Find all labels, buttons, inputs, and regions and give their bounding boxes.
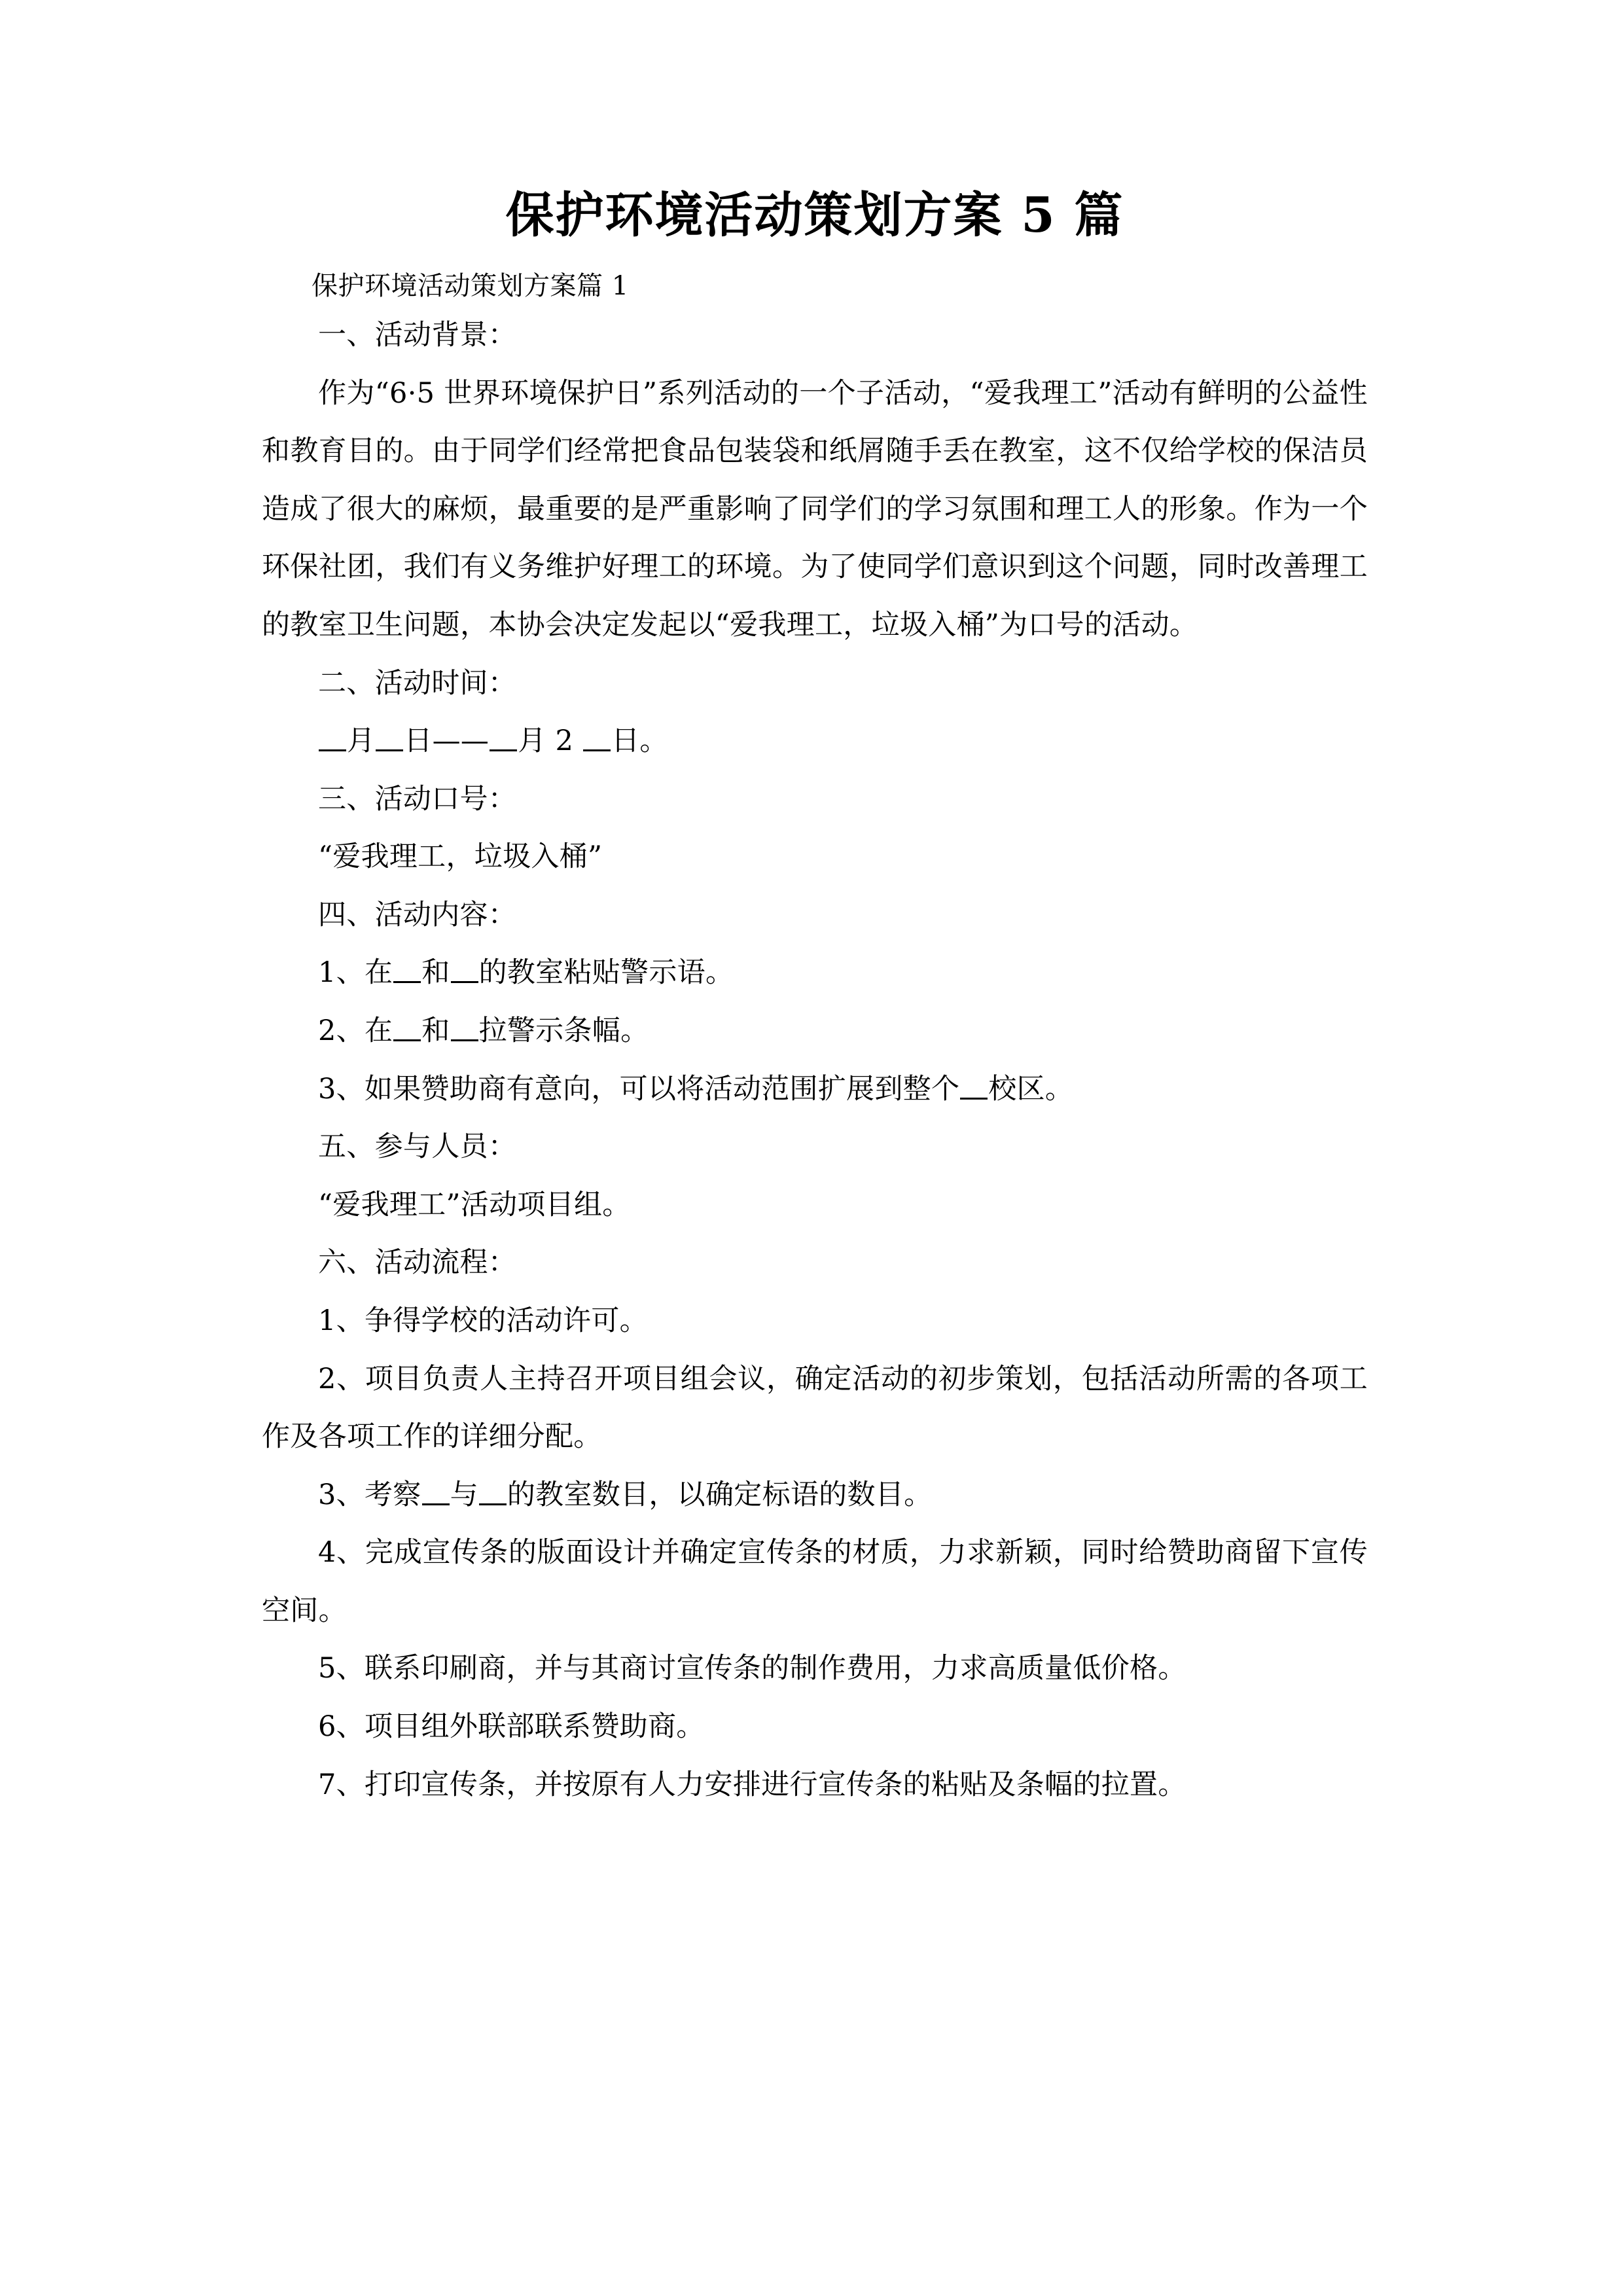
blank-location-2b [451,1039,478,1041]
paragraph-background: 作为“6·5 世界环境保护日”系列活动的一个子活动，“爱我理工”活动有鲜明的公益性和教育目的。由于同学们经常把食品包装袋和纸屑随手丢在教室，这不仅给学校的保洁员造成了很大的麻烦，最重要的是严重影响了同学们的学习氛围和理工人的形象。作为一个环保社团，我们有义务维护好理工的环境。为了使同学们意识到这个问题，同时改善理工的教室卫生问题，本协会决定发起以“爱我理工，垃圾入桶”为口号的活动。 [262,376,1368,641]
flow-item-5: 5、联系印刷商，并与其商讨宣传条的制作费用，力求高质量低价格。 [318,1652,1186,1685]
paragraph-time [262,712,1368,770]
flow-item-3-part-a: 3、考察 [318,1478,421,1511]
flow-item-3 [262,1466,1368,1524]
content-item-2 [262,1002,1368,1060]
article-subtitle: 保护环境活动策划方案篇 1 [312,271,629,302]
blank-survey-2 [479,1503,507,1505]
blank-survey-1 [422,1503,450,1505]
blank-day-start [376,749,403,751]
content-item-2-part-c: 拉警示条幅。 [478,1014,649,1048]
flow-item-3-part-b: 与 [450,1478,478,1511]
page-title: 保护环境活动策划方案 5 篇 [505,187,1124,243]
content-item-3-part-a: 3、如果赞助商有意向，可以将活动范围扩展到整个 [318,1072,960,1105]
document-body [262,306,1368,1814]
content-item-3 [262,1060,1368,1119]
flow-item-7: 7、打印宣传条，并按原有人力安排进行宣传条的粘贴及条幅的拉置。 [318,1768,1186,1801]
content-item-1-part-a: 1、在 [318,956,393,990]
section-heading-flow: 六、活动流程： [318,1246,517,1280]
time-label-day-end: 日。 [611,725,668,758]
section-heading-slogan: 三、活动口号： [318,782,517,816]
time-label-month-start: 月 [347,725,376,758]
flow-item-4: 4、完成宣传条的版面设计并确定宣传条的材质，力求新颖，同时给赞助商留下宣传空间。 [262,1536,1368,1627]
content-item-2-part-b: 和 [421,1014,450,1048]
content-item-3-part-b: 校区。 [988,1072,1074,1105]
blank-campus [960,1098,988,1100]
blank-location-1a [393,981,421,983]
time-label-month-end: 月 2 [518,725,583,758]
content-item-2-part-a: 2、在 [318,1014,393,1048]
blank-location-2a [393,1039,421,1041]
section-heading-time: 二、活动时间： [318,666,517,700]
section-heading-background: 一、活动背景： [318,319,517,352]
blank-month-start [319,749,346,751]
content-item-1-part-b: 和 [421,956,450,990]
flow-item-2: 2、项目负责人主持召开项目组会议，确定活动的初步策划，包括活动所需的各项工作及各项工作的详细分配。 [262,1362,1368,1454]
content-item-1 [262,944,1368,1002]
blank-month-end [490,749,517,751]
blank-location-1b [451,981,478,983]
section-heading-content: 四、活动内容： [318,898,517,931]
section-heading-participants: 五、参与人员： [318,1130,517,1164]
flow-item-3-part-c: 的教室数目，以确定标语的数目。 [507,1478,933,1511]
time-label-day-start: 日—— [404,725,490,758]
flow-item-6: 6、项目组外联部联系赞助商。 [318,1710,705,1743]
blank-day-end [583,749,611,751]
paragraph-slogan: “爱我理工，垃圾入桶” [318,840,603,874]
content-item-1-part-c: 的教室粘贴警示语。 [478,956,734,990]
flow-item-1: 1、争得学校的活动许可。 [318,1304,648,1337]
paragraph-participants: “爱我理工”活动项目组。 [318,1188,631,1221]
